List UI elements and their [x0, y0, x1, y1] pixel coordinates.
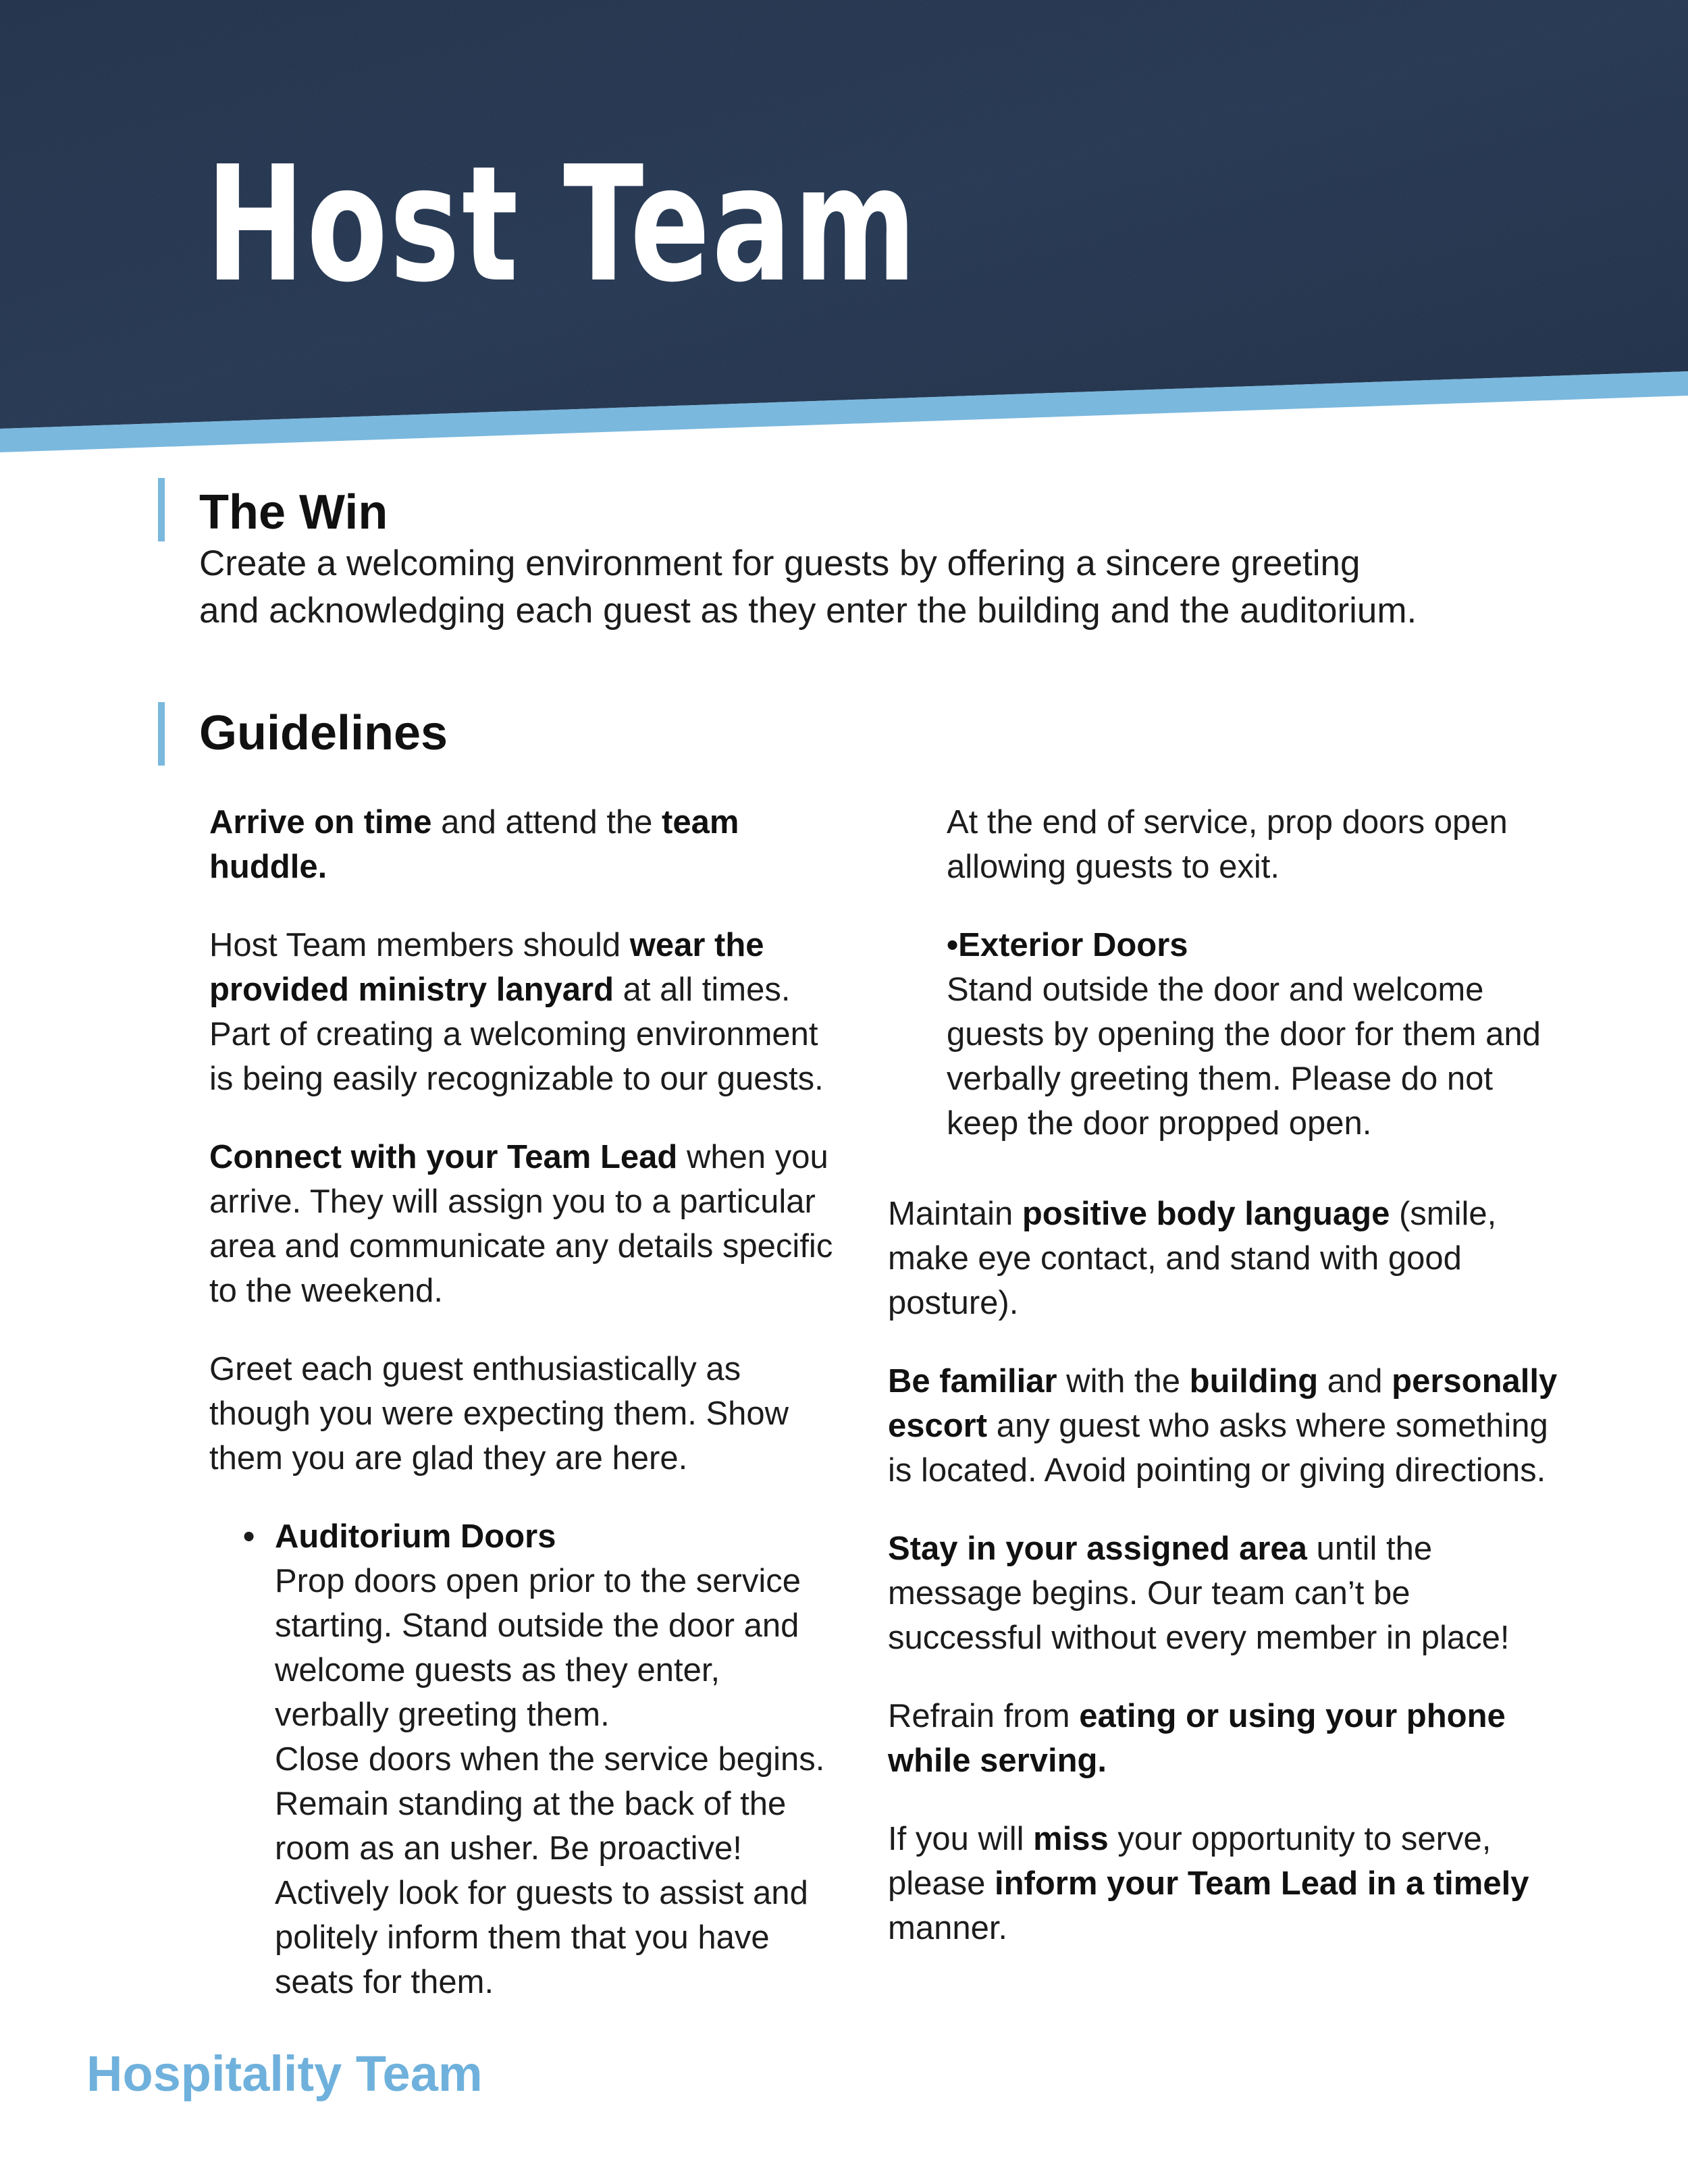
end-service-text: At the end of service, prop doors open allowing guests to exit. [947, 804, 1508, 885]
auditorium-doors-block [209, 1514, 837, 2004]
bold-text: eating or using your phone while serving. [888, 1698, 1506, 1779]
win-text: Create a welcoming environment for guests by offering a sincere greeting and acknowledging each guest as they enter the building and the auditorium. [199, 543, 1417, 631]
win-heading: The Win [199, 485, 388, 539]
footer-label: Hospitality Team [86, 2046, 483, 2102]
header-banner [0, 0, 1688, 459]
auditorium-doors-title [275, 1514, 837, 1559]
text: and attend the [431, 804, 662, 841]
text: Host Team members should [209, 927, 630, 963]
bold-text: building [1189, 1363, 1319, 1400]
text: (smile, make eye contact, and stand with good posture). [888, 1196, 1497, 1321]
text: your opportunity to serve, please [888, 1821, 1492, 1902]
page-title: Host Team [206, 132, 919, 317]
guidelines-accent-bar [158, 702, 165, 766]
text: with the [1057, 1363, 1190, 1400]
guideline-body-language [888, 1192, 1563, 1325]
guidelines-right-column [888, 800, 1563, 1950]
guideline-connect [209, 1135, 837, 1313]
auditorium-doors-text-1: Prop doors open prior to the service starting. Stand outside the door and welcome guests as they enter, verbally greeting them. [275, 1563, 801, 1733]
guidelines-heading: Guidelines [199, 706, 448, 760]
bullet-icon: • [243, 1518, 255, 1555]
exterior-doors-block [888, 923, 1563, 1146]
text: Refrain from [888, 1698, 1080, 1734]
text: Greet each guest enthusiastically as though you were expecting them. Show them you are glad they are here. [209, 1351, 789, 1476]
bold-text: team huddle. [209, 804, 739, 885]
bold-text: Arrive on time [209, 804, 432, 841]
exterior-doors-title [947, 923, 1563, 967]
text: If you will [888, 1821, 1034, 1857]
guideline-refrain [888, 1694, 1563, 1783]
bold-text: wear the provided ministry lanyard [209, 927, 764, 1008]
bold-text: •Exterior Doors [947, 927, 1188, 963]
text: until the message begins. Our team can’t be successful without every member in place! [888, 1530, 1510, 1656]
guideline-familiar [888, 1359, 1563, 1493]
text: and [1318, 1363, 1392, 1400]
text: any guest who asks where something is located. Avoid pointing or giving directions. [888, 1408, 1548, 1489]
text: at all times. Part of creating a welcoming environment is being easily recognizable to our guests. [209, 971, 824, 1097]
guideline-arrive [209, 800, 837, 889]
guideline-greet [209, 1347, 837, 1481]
bold-text: personally escort [888, 1363, 1558, 1444]
bold-text: inform your Team Lead in a timely [995, 1865, 1529, 1902]
guideline-stay [888, 1526, 1563, 1660]
bold-text: miss [1033, 1821, 1109, 1857]
guideline-lanyard [209, 923, 837, 1101]
bold-text: Connect with your Team Lead [209, 1139, 678, 1175]
guideline-miss [888, 1817, 1563, 1950]
exterior-doors-text: Stand outside the door and welcome guests by opening the door for them and verbally greeting them. Please do not keep the door propped open. [947, 971, 1541, 1142]
bold-text: Be familiar [888, 1363, 1057, 1400]
win-accent-bar [158, 478, 165, 541]
guidelines-left-column [209, 800, 837, 2004]
bold-text: positive body language [1022, 1196, 1390, 1232]
bold-text: Stay in your assigned area [888, 1530, 1307, 1567]
auditorium-doors-text-2: Close doors when the service begins. Remain standing at the back of the room as an usher. Be proactive! Actively look for guests to assist and politely inform them that you have seats for them. [275, 1741, 825, 2000]
text: Maintain [888, 1196, 1022, 1232]
text: manner. [888, 1910, 1008, 1946]
bold-text: Auditorium Doors [275, 1518, 556, 1555]
text: when you arrive. They will assign you to a particular area and communicate any details specific to the weekend. [209, 1139, 833, 1309]
